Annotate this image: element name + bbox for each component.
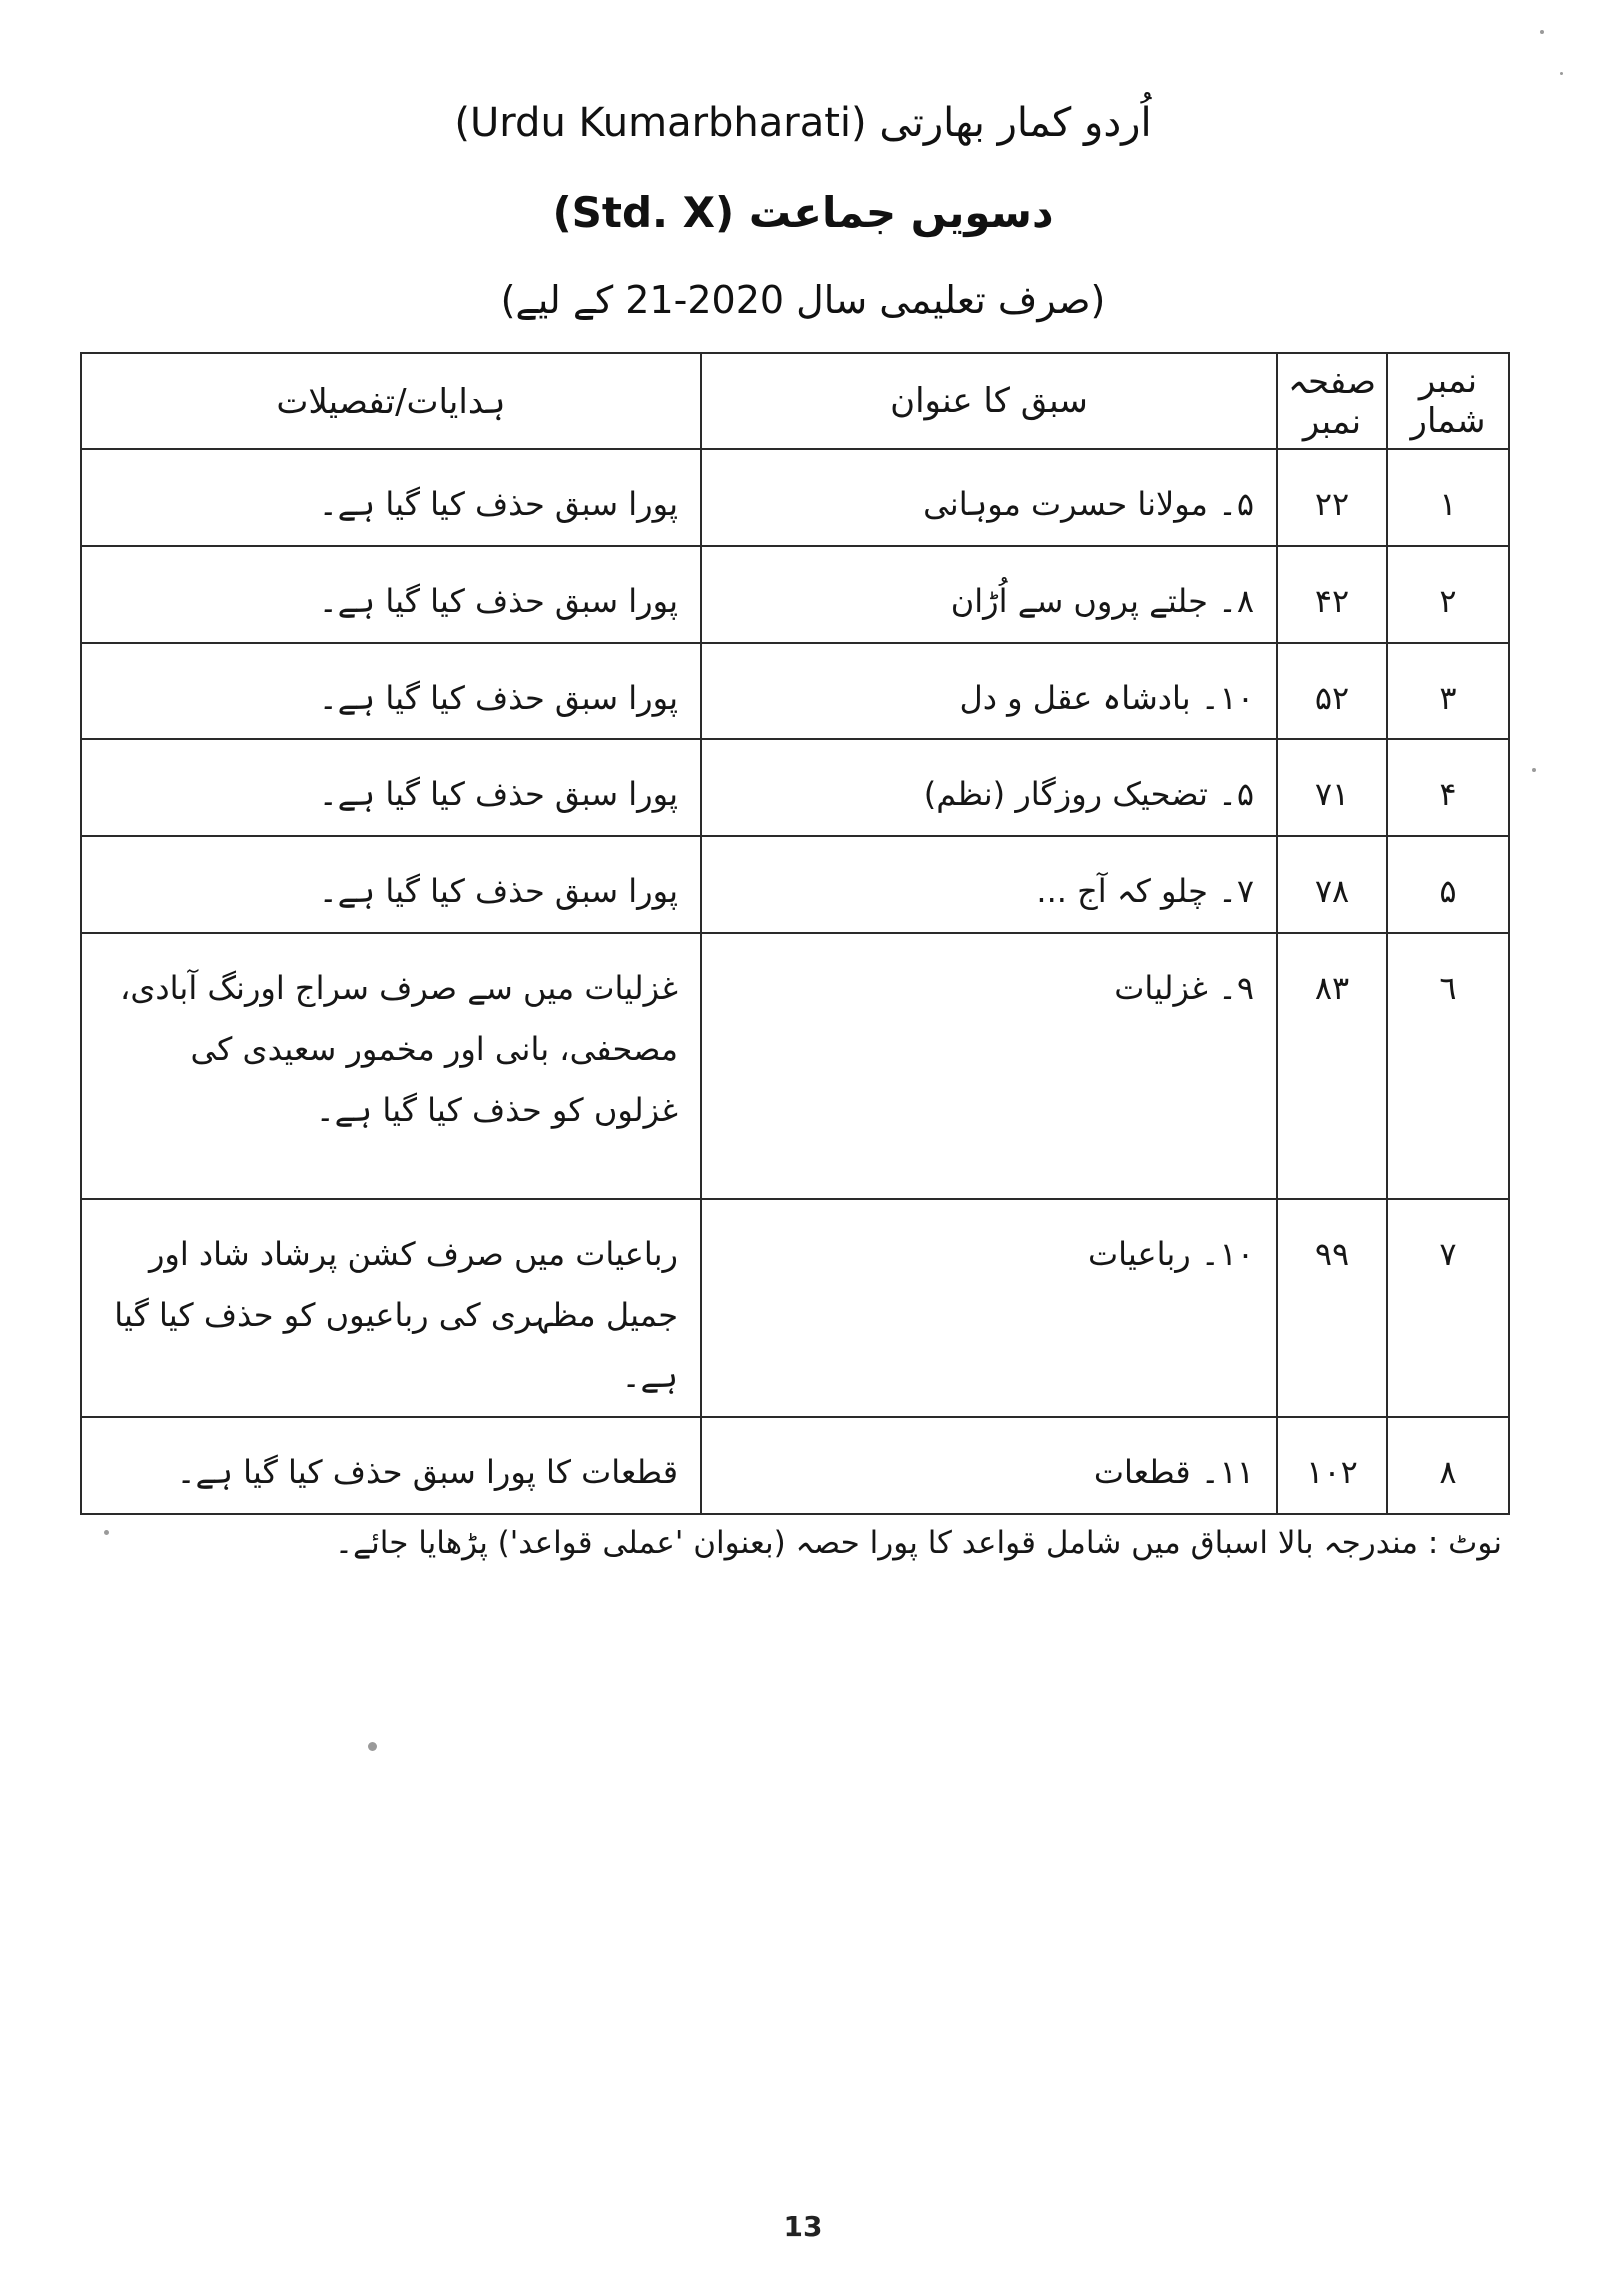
notes-cell: قطعات کا پورا سبق حذف کیا گیا ہے۔ [81, 1417, 701, 1514]
table-row [81, 739, 1509, 836]
page-cell: ٨٣ [1277, 933, 1387, 1199]
column-header-serial: نمبر شمار [1387, 353, 1509, 449]
notes-cell: پورا سبق حذف کیا گیا ہے۔ [81, 739, 701, 836]
column-header-page: صفحہ نمبر [1277, 353, 1387, 449]
scan-speck [104, 1530, 109, 1535]
serial-cell: ٧ [1387, 1199, 1509, 1417]
serial-cell: ۴ [1387, 739, 1509, 836]
notes-cell: پورا سبق حذف کیا گیا ہے۔ [81, 449, 701, 546]
serial-cell: ٣ [1387, 643, 1509, 740]
lesson-cell: ٧۔ چلو کہ آج ... [701, 836, 1277, 933]
page-cell: ٢٢ [1277, 449, 1387, 546]
page-cell: ٩٩ [1277, 1199, 1387, 1417]
scan-speck [368, 1742, 377, 1751]
serial-cell: ٢ [1387, 546, 1509, 643]
serial-cell: ١ [1387, 449, 1509, 546]
page-cell: ۴٢ [1277, 546, 1387, 643]
column-header-lesson: سبق کا عنوان [701, 353, 1277, 449]
serial-cell: ۵ [1387, 836, 1509, 933]
academic-year-note: (صرف تعلیمی سال 2020-21 کے لیے) [500, 278, 1106, 322]
table-row [81, 643, 1509, 740]
scan-speck [1532, 768, 1536, 772]
serial-cell: ٨ [1387, 1417, 1509, 1514]
lesson-cell: ۵۔ تضحیک روزگار (نظم) [701, 739, 1277, 836]
serial-cell: ٦ [1387, 933, 1509, 1199]
lesson-cell: ۵۔ مولانا حسرت موہانی [701, 449, 1277, 546]
scan-speck [1560, 72, 1563, 75]
notes-cell: پورا سبق حذف کیا گیا ہے۔ [81, 546, 701, 643]
lesson-cell: ١٠۔ بادشاہ عقل و دل [701, 643, 1277, 740]
book-title: اُردو کمار بھارتی (Urdu Kumarbharati) [454, 100, 1152, 146]
table-row [81, 933, 1509, 1199]
lesson-cell: ٩۔ غزلیات [701, 933, 1277, 1199]
notes-cell: پورا سبق حذف کیا گیا ہے۔ [81, 836, 701, 933]
page-cell: ٧٨ [1277, 836, 1387, 933]
table-header-row [81, 353, 1509, 449]
table-row [81, 836, 1509, 933]
page-cell: ١٠٢ [1277, 1417, 1387, 1514]
page-cell: ۵٢ [1277, 643, 1387, 740]
deleted-lessons-table [80, 352, 1510, 1515]
notes-cell: پورا سبق حذف کیا گیا ہے۔ [81, 643, 701, 740]
footnote: نوٹ : مندرجہ بالا اسباق میں شامل قواعد کا پورا حصہ (بعنوان 'عملی قواعد') پڑھایا جائے۔ [334, 1525, 1502, 1561]
table-row [81, 449, 1509, 546]
column-header-notes: ہدایات/تفصیلات [81, 353, 701, 449]
lesson-cell: ١١۔ قطعات [701, 1417, 1277, 1514]
table-row [81, 1417, 1509, 1514]
page-number: 13 [783, 2210, 823, 2243]
page-cell: ٧١ [1277, 739, 1387, 836]
notes-cell: غزلیات میں سے صرف سراج اورنگ آبادی، مصحفی، بانی اور مخمور سعیدی کی غزلوں کو حذف کیا گیا ہے۔ [81, 933, 701, 1199]
notes-cell: رباعیات میں صرف کشن پرشاد شاد اور جمیل مظہری کی رباعیوں کو حذف کیا گیا ہے۔ [81, 1199, 701, 1417]
lesson-cell: ١٠۔ رباعیات [701, 1199, 1277, 1417]
table-row [81, 1199, 1509, 1417]
lesson-cell: ۸۔ جلتے پروں سے اُڑان [701, 546, 1277, 643]
table-row [81, 546, 1509, 643]
class-heading: دسویں جماعت (Std. X) [552, 188, 1054, 237]
scan-speck [1540, 30, 1544, 34]
